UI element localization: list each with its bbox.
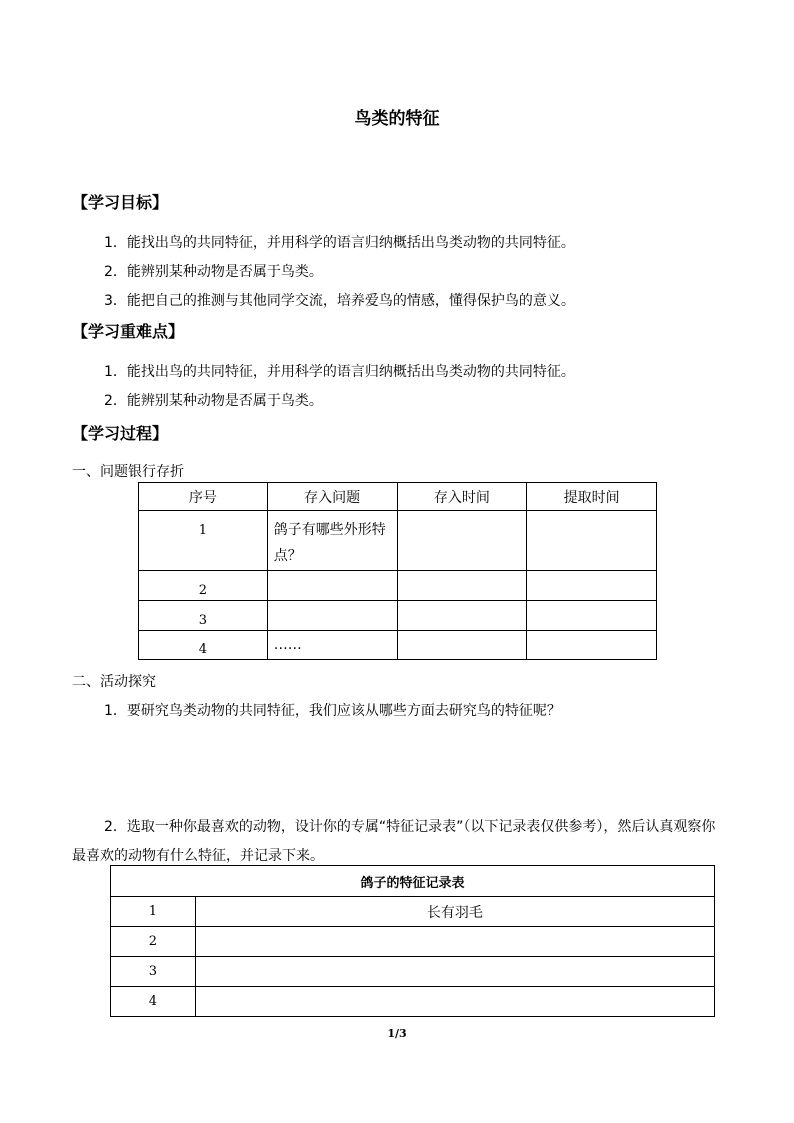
withdraw-time-cell	[527, 571, 657, 601]
table-row	[139, 511, 657, 571]
row-number: 3	[111, 957, 196, 987]
activity-question-2: 2．选取一种你最喜欢的动物，设计你的专属“特征记录表”（以下记录表仅供参考），然后认真观察你最喜欢的动物有什么特征，并记录下来。	[72, 819, 716, 864]
feature-cell	[195, 957, 714, 987]
feature-record-table	[110, 865, 715, 1017]
key-points-heading: 【学习重难点】	[72, 322, 185, 341]
withdraw-time-cell	[527, 601, 657, 631]
objectives-heading: 【学习目标】	[72, 193, 169, 212]
key-point-item: 2．能辨别某种动物是否属于鸟类。	[104, 393, 323, 409]
key-point-item: 1．能找出鸟的共同特征，并用科学的语言归纳概括出鸟类动物的共同特征。	[104, 364, 575, 380]
process-heading: 【学习过程】	[72, 424, 169, 443]
activity-heading: 二、活动探究	[72, 674, 156, 690]
feature-cell	[195, 927, 714, 957]
table-caption-row	[111, 866, 715, 897]
objective-item: 2．能辨别某种动物是否属于鸟类。	[104, 264, 323, 280]
page-number: 1/3	[387, 1027, 407, 1040]
row-number: 4	[139, 631, 268, 660]
table-row	[139, 571, 657, 601]
withdraw-time-cell	[527, 631, 657, 660]
question-cell	[267, 571, 397, 601]
table-row	[139, 601, 657, 631]
withdraw-time-cell	[527, 511, 657, 571]
feature-cell	[195, 987, 714, 1017]
column-header: 存入问题	[267, 483, 397, 511]
row-number: 1	[111, 897, 196, 927]
row-number: 2	[111, 927, 196, 957]
table-row	[111, 927, 715, 957]
question-bank-table	[138, 482, 657, 660]
column-header: 序号	[139, 483, 268, 511]
row-number: 3	[139, 601, 268, 631]
row-number: 2	[139, 571, 268, 601]
row-number: 1	[139, 511, 268, 571]
activity-question-1: 1．要研究鸟类动物的共同特征，我们应该从哪些方面去研究鸟的特征呢？	[104, 703, 561, 719]
question-cell	[267, 601, 397, 631]
deposit-time-cell	[397, 571, 527, 601]
table-row	[111, 957, 715, 987]
objective-item: 1．能找出鸟的共同特征，并用科学的语言归纳概括出鸟类动物的共同特征。	[104, 235, 575, 251]
table-row	[111, 897, 715, 927]
table-header-row	[139, 483, 657, 511]
row-number: 4	[111, 987, 196, 1017]
question-bank-heading: 一、问题银行存折	[72, 464, 184, 480]
question-cell: 鸽子有哪些外形特点？	[267, 511, 397, 571]
table-row	[139, 631, 657, 660]
deposit-time-cell	[397, 511, 527, 571]
table-row	[111, 987, 715, 1017]
feature-cell: 长有羽毛	[195, 897, 714, 927]
deposit-time-cell	[397, 601, 527, 631]
deposit-time-cell	[397, 631, 527, 660]
objective-item: 3．能把自己的推测与其他同学交流，培养爱鸟的情感，懂得保护鸟的意义。	[104, 293, 575, 309]
table-caption: 鸽子的特征记录表	[111, 866, 715, 897]
question-cell: ……	[267, 631, 397, 660]
column-header: 提取时间	[527, 483, 657, 511]
column-header: 存入时间	[397, 483, 527, 511]
page-title: 鸟类的特征	[354, 109, 440, 129]
